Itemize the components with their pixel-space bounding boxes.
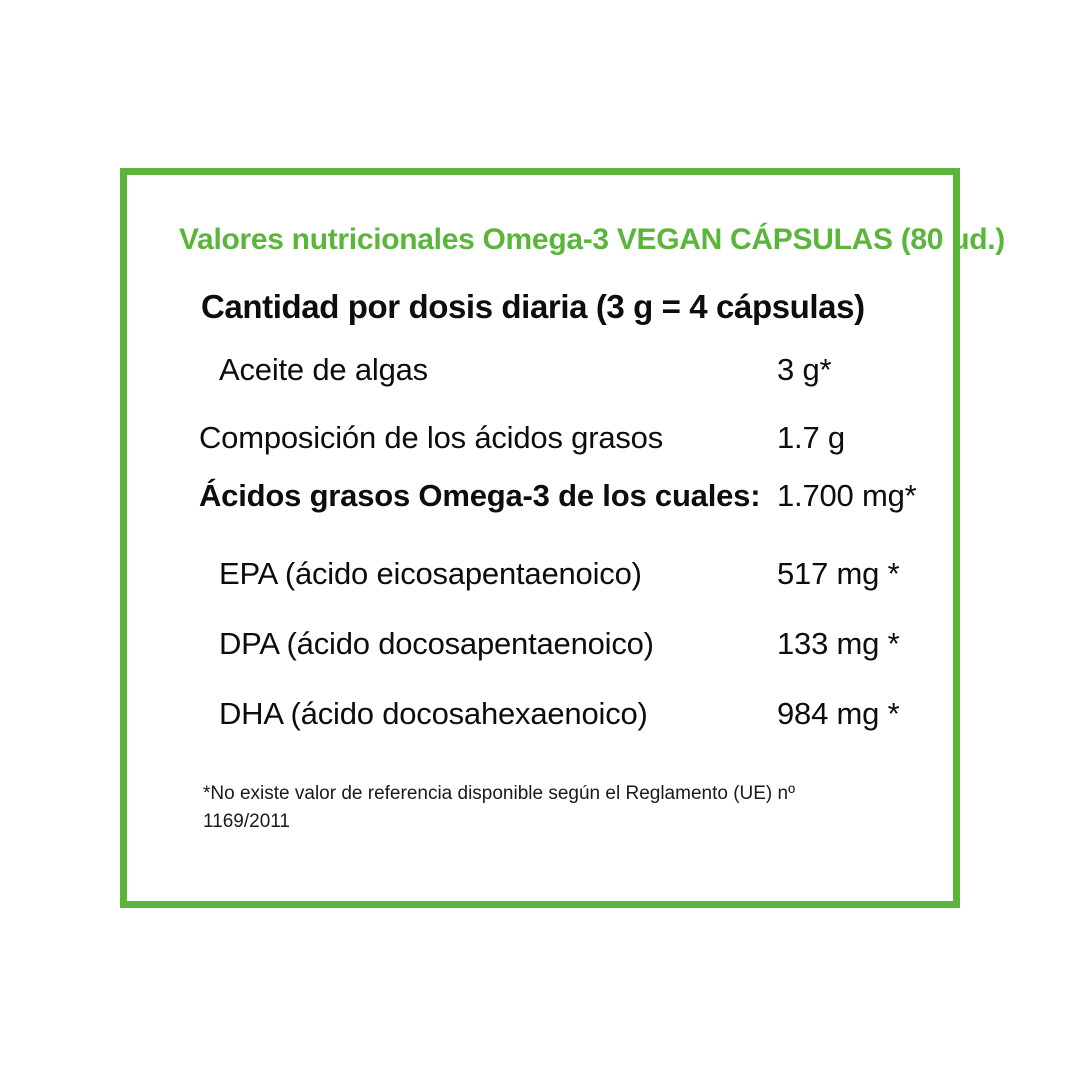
- table-row: [167, 556, 913, 592]
- nutrient-label: Aceite de algas: [219, 352, 428, 387]
- nutrient-value: 1.700 mg*: [777, 478, 917, 513]
- nutrient-label: Ácidos grasos Omega-3 de los cuales:: [199, 478, 761, 513]
- page-title: Valores nutricionales Omega-3 VEGAN CÁPSULAS (80 ud.): [179, 223, 1005, 256]
- nutrient-value: 1.7 g: [777, 420, 845, 455]
- nutrient-value: 517 mg *: [777, 556, 900, 591]
- nutrient-label: DHA (ácido docosahexaenoico): [219, 696, 648, 731]
- nutrient-label: DPA (ácido docosapentaenoico): [219, 626, 654, 661]
- nutrient-label: Composición de los ácidos grasos: [199, 420, 664, 455]
- serving-size-heading: Cantidad por dosis diaria (3 g = 4 cápsulas): [201, 288, 865, 325]
- table-row: [167, 420, 913, 456]
- table-row: [167, 696, 913, 732]
- nutrition-panel: [120, 168, 1005, 908]
- nutrient-label: EPA (ácido eicosapentaenoico): [219, 556, 642, 591]
- nutrient-value: 3 g*: [777, 352, 832, 387]
- footnote: *No existe valor de referencia disponible según el Reglamento (UE) nº 1169/2011: [203, 783, 796, 832]
- nutrient-value: 984 mg *: [777, 696, 900, 731]
- table-row: [167, 626, 913, 662]
- table-row: [167, 352, 913, 388]
- nutrition-panel-inner: [127, 175, 1005, 901]
- table-row: [167, 478, 917, 514]
- nutrient-value: 133 mg *: [777, 626, 900, 661]
